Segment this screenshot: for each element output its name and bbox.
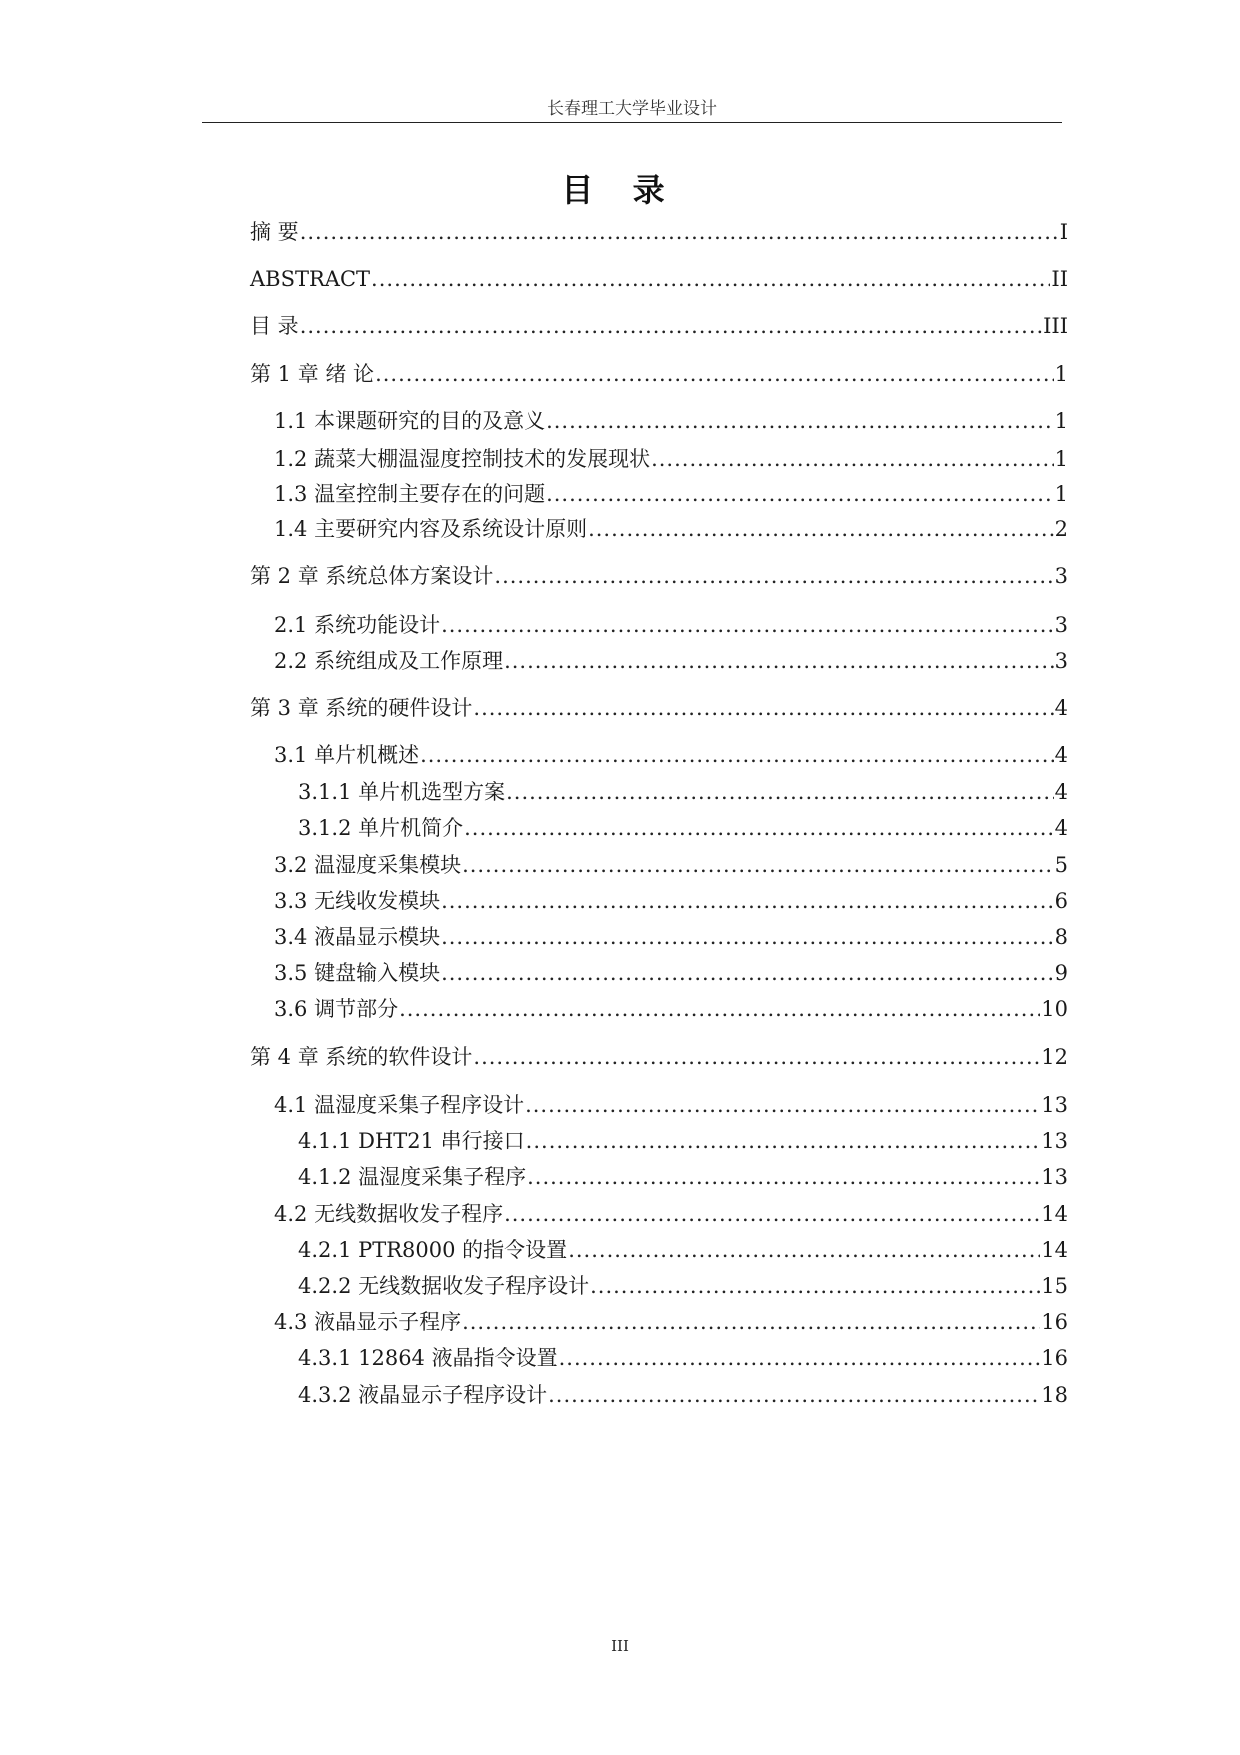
- toc-leader-dots: [420, 740, 1054, 770]
- toc-leader-dots: [375, 359, 1054, 389]
- toc-entry-label: 4.2.1 PTR8000 的指令设置: [298, 1238, 568, 1262]
- page-number-footer: III: [611, 1637, 629, 1655]
- toc-page-number: 18: [1041, 1383, 1068, 1407]
- toc-entry[interactable]: [274, 444, 1068, 474]
- toc-entry-label: 4.1.2 温湿度采集子程序: [298, 1165, 527, 1189]
- toc-page-number: 1: [1054, 409, 1068, 433]
- toc-entry[interactable]: [274, 1199, 1068, 1229]
- toc-entry[interactable]: [250, 561, 1068, 591]
- toc-entry-label: 3.6 调节部分: [274, 997, 399, 1021]
- toc-leader-dots: [504, 1199, 1040, 1229]
- toc-leader-dots: [527, 1162, 1040, 1192]
- toc-title: 目 录: [561, 171, 679, 209]
- toc-page-number: 5: [1054, 853, 1068, 877]
- toc-entry[interactable]: [274, 514, 1068, 544]
- toc-entry-label: ABSTRACT: [250, 267, 371, 291]
- toc-entry-label: 第 2 章 系统总体方案设计: [250, 564, 494, 588]
- toc-page-number: 13: [1041, 1093, 1068, 1117]
- toc-entry[interactable]: [250, 359, 1068, 389]
- toc-entry[interactable]: [274, 646, 1068, 676]
- toc-leader-dots: [506, 777, 1054, 807]
- toc-leader-dots: [441, 886, 1054, 916]
- toc-leader-dots: [526, 1126, 1041, 1156]
- toc-leader-dots: [568, 1235, 1040, 1265]
- toc-page-number: 13: [1041, 1129, 1068, 1153]
- toc-entry-label: 1.4 主要研究内容及系统设计原则: [274, 517, 588, 541]
- toc-page-number: II: [1051, 267, 1068, 291]
- toc-page-number: 4: [1054, 743, 1068, 767]
- toc-leader-dots: [441, 610, 1054, 640]
- toc-page-number: 14: [1041, 1202, 1068, 1226]
- toc-entry-label: 目 录: [250, 314, 299, 338]
- toc-page-number: III: [1043, 314, 1068, 338]
- toc-entry[interactable]: [274, 1307, 1068, 1337]
- toc-entry[interactable]: [298, 1162, 1068, 1192]
- toc-leader-dots: [504, 646, 1054, 676]
- toc-entry[interactable]: [298, 1380, 1068, 1410]
- toc-entry[interactable]: [274, 406, 1068, 436]
- toc-entry-label: 3.1 单片机概述: [274, 743, 420, 767]
- toc-page-number: 3: [1054, 649, 1068, 673]
- toc-entry-label: 3.5 键盘输入模块: [274, 961, 441, 985]
- toc-entry-label: 第 3 章 系统的硬件设计: [250, 696, 473, 720]
- toc-page-number: 10: [1041, 997, 1068, 1021]
- toc-entry[interactable]: [250, 1042, 1068, 1072]
- toc-entry[interactable]: [298, 813, 1068, 843]
- toc-entry-label: 4.3.2 液晶显示子程序设计: [298, 1383, 548, 1407]
- toc-entry[interactable]: [250, 311, 1068, 341]
- toc-entry-label: 1.3 温室控制主要存在的问题: [274, 482, 546, 506]
- toc-page-number: 16: [1041, 1346, 1068, 1370]
- toc-leader-dots: [473, 693, 1053, 723]
- toc-leader-dots: [590, 1271, 1040, 1301]
- toc-page-number: 1: [1054, 447, 1068, 471]
- toc-entry[interactable]: [274, 610, 1068, 640]
- toc-page-number: I: [1059, 220, 1068, 244]
- toc-entry[interactable]: [250, 264, 1068, 294]
- toc-leader-dots: [525, 1090, 1040, 1120]
- toc-page-number: 4: [1054, 816, 1068, 840]
- toc-entry[interactable]: [274, 994, 1068, 1024]
- toc-leader-dots: [462, 850, 1054, 880]
- toc-leader-dots: [441, 922, 1054, 952]
- toc-entry[interactable]: [298, 1126, 1068, 1156]
- toc-leader-dots: [399, 994, 1040, 1024]
- running-header: 长春理工大学毕业设计: [202, 98, 1062, 123]
- toc-entry-label: 第 1 章 绪 论: [250, 362, 375, 386]
- toc-entry[interactable]: [298, 1271, 1068, 1301]
- toc-entry-label: 4.3.1 12864 液晶指令设置: [298, 1346, 558, 1370]
- toc-page-number: 8: [1054, 925, 1068, 949]
- toc-entry[interactable]: [274, 922, 1068, 952]
- toc-leader-dots: [464, 813, 1054, 843]
- toc-entry-label: 1.2 蔬菜大棚温湿度控制技术的发展现状: [274, 447, 651, 471]
- toc-entry[interactable]: [274, 958, 1068, 988]
- toc-entry[interactable]: [250, 693, 1068, 723]
- toc-entry[interactable]: [274, 886, 1068, 916]
- toc-entry-label: 3.2 温湿度采集模块: [274, 853, 462, 877]
- toc-entry-label: 3.1.1 单片机选型方案: [298, 780, 506, 804]
- toc-page-number: 4: [1054, 696, 1068, 720]
- toc-leader-dots: [473, 1042, 1040, 1072]
- toc-page-number: 16: [1041, 1310, 1068, 1334]
- toc-leader-dots: [546, 479, 1054, 509]
- toc-leader-dots: [371, 264, 1050, 294]
- toc-entry-label: 4.1.1 DHT21 串行接口: [298, 1129, 525, 1153]
- toc-entry-label: 4.3 液晶显示子程序: [274, 1310, 462, 1334]
- toc-entry[interactable]: [274, 1090, 1068, 1120]
- toc-entry-label: 4.2 无线数据收发子程序: [274, 1202, 504, 1226]
- toc-page-number: 12: [1041, 1045, 1068, 1069]
- toc-entry[interactable]: [298, 1235, 1068, 1265]
- toc-entry-label: 2.1 系统功能设计: [274, 613, 441, 637]
- toc-leader-dots: [651, 444, 1054, 474]
- toc-entry-label: 3.1.2 单片机简介: [298, 816, 464, 840]
- toc-entry-label: 摘 要: [250, 220, 299, 244]
- toc-entry-label: 3.3 无线收发模块: [274, 889, 441, 913]
- toc-entry-label: 第 4 章 系统的软件设计: [250, 1045, 473, 1069]
- toc-leader-dots: [462, 1307, 1040, 1337]
- toc-leader-dots: [588, 514, 1054, 544]
- toc-leader-dots: [546, 406, 1054, 436]
- toc-entry[interactable]: [298, 1343, 1068, 1373]
- toc-leader-dots: [559, 1343, 1041, 1373]
- toc-leader-dots: [494, 561, 1053, 591]
- toc-page-number: 4: [1054, 780, 1068, 804]
- toc-entry-label: 4.2.2 无线数据收发子程序设计: [298, 1274, 590, 1298]
- toc-entry[interactable]: [274, 850, 1068, 880]
- toc-page-number: 15: [1041, 1274, 1068, 1298]
- toc-entry-label: 3.4 液晶显示模块: [274, 925, 441, 949]
- toc-page-number: 14: [1041, 1238, 1068, 1262]
- toc-leader-dots: [300, 311, 1042, 341]
- toc-entry[interactable]: [298, 777, 1068, 807]
- toc-entry[interactable]: [274, 740, 1068, 770]
- toc-page-number: 13: [1041, 1165, 1068, 1189]
- toc-page-number: 3: [1054, 613, 1068, 637]
- toc-leader-dots: [300, 217, 1059, 247]
- toc-entry[interactable]: [250, 217, 1068, 247]
- toc-entry-label: 4.1 温湿度采集子程序设计: [274, 1093, 525, 1117]
- toc-page-number: 1: [1054, 482, 1068, 506]
- toc-page-number: 1: [1054, 362, 1068, 386]
- toc-page-number: 6: [1054, 889, 1068, 913]
- toc-entry-label: 1.1 本课题研究的目的及意义: [274, 409, 546, 433]
- toc-page-number: 2: [1054, 517, 1068, 541]
- toc-leader-dots: [548, 1380, 1040, 1410]
- toc-entry-label: 2.2 系统组成及工作原理: [274, 649, 504, 673]
- toc-entry[interactable]: [274, 479, 1068, 509]
- toc-page-number: 9: [1054, 961, 1068, 985]
- toc-leader-dots: [441, 958, 1054, 988]
- toc-page-number: 3: [1054, 564, 1068, 588]
